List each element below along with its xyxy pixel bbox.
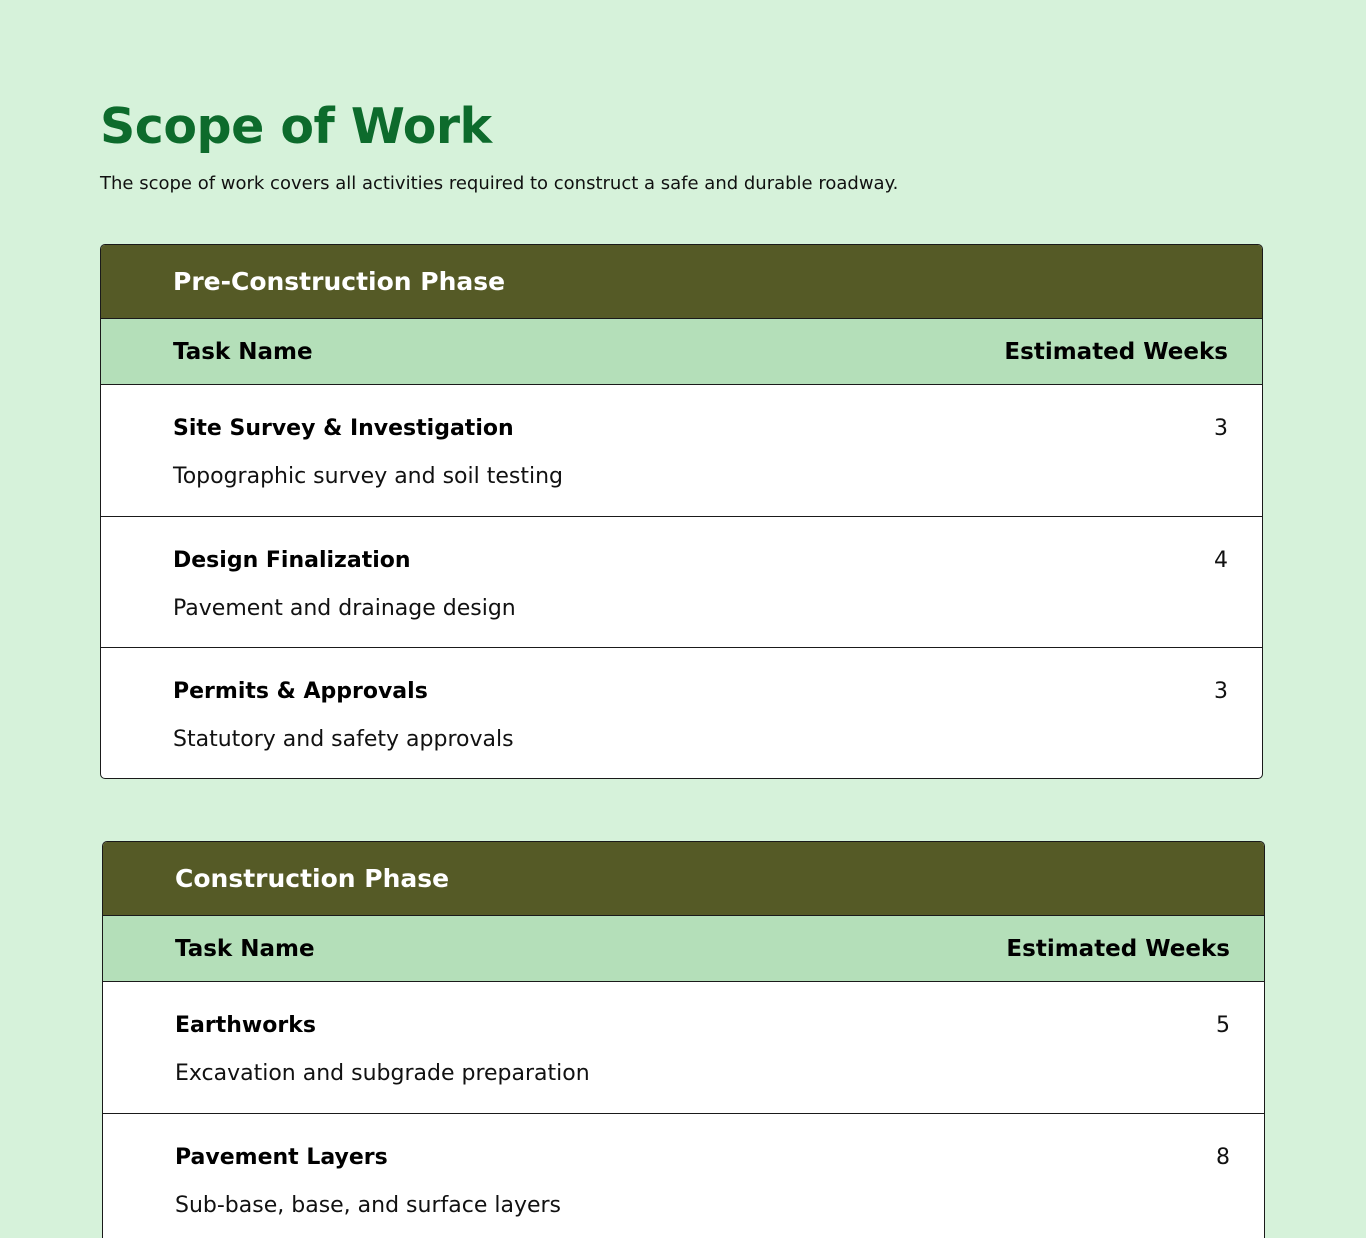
column-header-task-name: Task Name: [173, 338, 313, 365]
task-weeks: 3: [1214, 416, 1228, 441]
column-header-task-name: Task Name: [175, 935, 315, 962]
task-name: Site Survey & Investigation: [173, 416, 514, 441]
phase-title: Pre-Construction Phase: [173, 267, 506, 296]
phase-header: [101, 245, 1262, 319]
phase-card-pre-construction: [100, 244, 1263, 779]
task-row: [103, 982, 1264, 1114]
phase-header: [103, 842, 1264, 916]
page-subtitle: The scope of work covers all activities required to construct a safe and durable roadway.: [100, 173, 899, 194]
task-description: Statutory and safety approvals: [173, 727, 514, 752]
task-weeks: 4: [1214, 547, 1228, 573]
task-name: Pavement Layers: [175, 1144, 388, 1170]
phase-card-construction: [102, 841, 1265, 1238]
task-description: Topographic survey and soil testing: [173, 464, 563, 489]
task-description: Pavement and drainage design: [173, 595, 516, 621]
column-header-estimated-weeks: Estimated Weeks: [1006, 935, 1230, 962]
column-header-row: [103, 916, 1264, 982]
task-name: Permits & Approvals: [173, 679, 428, 704]
column-header-estimated-weeks: Estimated Weeks: [1004, 338, 1228, 365]
task-name: Earthworks: [175, 1013, 316, 1038]
task-weeks: 3: [1214, 679, 1228, 704]
task-row: [101, 648, 1262, 779]
task-row: [101, 517, 1262, 649]
task-weeks: 8: [1216, 1144, 1230, 1170]
task-description: Excavation and subgrade preparation: [175, 1061, 590, 1086]
phase-title: Construction Phase: [175, 864, 450, 893]
page-title: Scope of Work: [100, 98, 492, 155]
task-name: Design Finalization: [173, 547, 411, 573]
task-weeks: 5: [1216, 1013, 1230, 1038]
column-header-row: [101, 319, 1262, 385]
task-row: [101, 385, 1262, 517]
task-row: [103, 1114, 1264, 1238]
task-description: Sub-base, base, and surface layers: [175, 1192, 562, 1218]
